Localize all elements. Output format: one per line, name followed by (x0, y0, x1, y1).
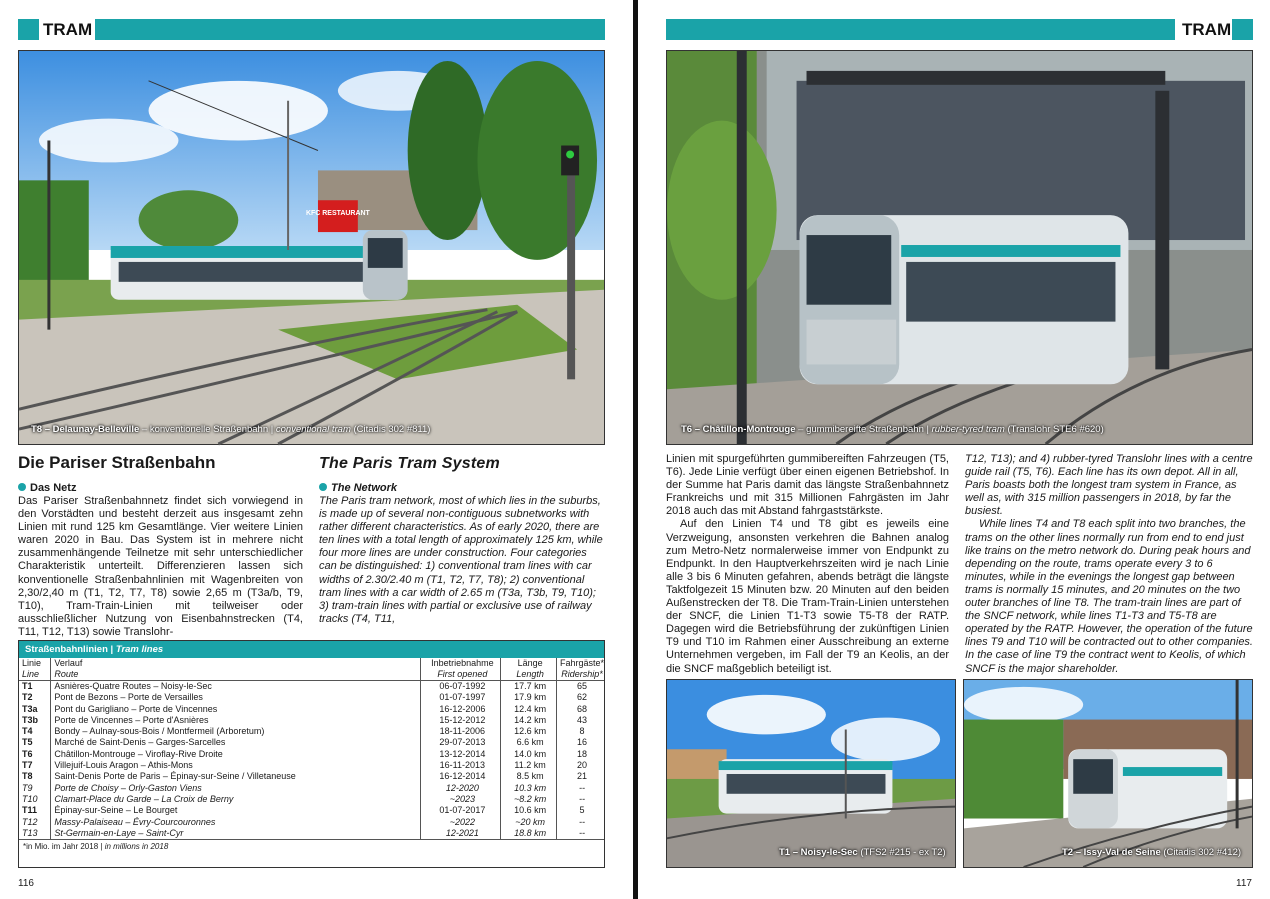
title-en: The Paris Tram System (319, 455, 500, 472)
cell-length: 10.3 km (501, 783, 557, 794)
cell-riders: 16 (556, 737, 604, 748)
cell-route: Châtillon-Montrouge – Viroflay-Rive Droite (51, 749, 421, 760)
cell-length: ~20 km (501, 817, 557, 828)
header-right-bar (666, 19, 1175, 40)
caption-t2-line: T2 – Issy-Val de Seine (1062, 847, 1161, 858)
cell-route: Asnières-Quatre Routes – Noisy-le-Sec (51, 681, 421, 693)
table-row (19, 681, 604, 693)
cell-line: T8 (22, 771, 33, 782)
cell-opened: ~2023 (421, 794, 501, 805)
cell-length: 14.0 km (501, 749, 557, 760)
bullet-icon (319, 483, 327, 491)
body-en-left (319, 495, 605, 625)
table-title: Straßenbahnlinien | Tram lines (19, 641, 604, 658)
caption-t8-detail: (Citadis 302 #811) (353, 424, 431, 435)
photo-t8-delaunay-belleville (18, 50, 605, 445)
cell-route: Massy-Palaiseau – Évry-Courcouronnes (51, 817, 421, 828)
col-header-length: Länge Length (501, 658, 557, 681)
table-row (19, 817, 604, 828)
photo-caption-t1 (779, 847, 946, 858)
cell-line: T6 (22, 748, 33, 759)
caption-t2-detail: (Citadis 302 #412) (1163, 847, 1242, 858)
photo-t6-chatillon (666, 50, 1253, 445)
cell-route: Épinay-sur-Seine – Le Bourget (51, 805, 421, 816)
cell-riders: 21 (556, 771, 604, 782)
footnote-de: *in Mio. im Jahr 2018 (23, 842, 99, 852)
header-left-bar (95, 19, 605, 40)
cell-opened: 12-2020 (421, 783, 501, 794)
header-left-square (18, 19, 39, 40)
table-row (19, 771, 604, 782)
body-de-left (18, 495, 303, 638)
cell-line: T13 (22, 827, 38, 838)
cell-length: 6.6 km (501, 737, 557, 748)
cell-length: 12.4 km (501, 704, 557, 715)
cell-opened: 01-07-2017 (421, 805, 501, 816)
cell-line: T10 (22, 793, 38, 804)
header-right-label: TRAM (1182, 20, 1232, 39)
caption-t8-line: T8 – Delaunay-Belleville (31, 424, 140, 435)
cell-opened: 16-12-2014 (421, 771, 501, 782)
body-en-right-p2: While lines T4 and T8 each split into two branches, the trams on the other lines normally run from end to end just like trains on the metro network do. During peak hours and depending on the route, trams operate every 3 to 6 minutes, while in the evenings the longest gap between trams is normally 15 minutes, and 20 minutes on the two outer branches of line T8. The tram-train lines are part of the SNCF network, while lines T1-T3 and T5-T8 are operated by the RATP. However, the operation of the future lines T9 and T10 will be contracted out to other companies. In the case of line T9 the contract went to Keolis, of which SNCF is the major shareholder. (965, 518, 1253, 675)
caption-t6-de: gummibereifte Straßenbahn (806, 424, 924, 435)
photo-caption-t6: T6 – Châtillon-Montrouge – gummibereifte Straßenbahn | rubber-tyred tram (Translohr STE6 #620) (681, 424, 1104, 435)
bullet-icon (18, 483, 26, 491)
cell-riders: -- (556, 828, 604, 839)
page-gutter (633, 0, 638, 899)
col-header-line: Linie Line (22, 658, 42, 679)
cell-length: 14.2 km (501, 715, 557, 726)
body-en-right (965, 453, 1253, 673)
cell-opened: 16-11-2013 (421, 760, 501, 771)
table-row (19, 704, 604, 715)
table-row (19, 737, 604, 748)
caption-t8-de: konventionelle Straßenbahn (149, 424, 269, 435)
cell-riders: 18 (556, 749, 604, 760)
cell-riders: 62 (556, 692, 604, 703)
table-title-en: Tram lines (115, 644, 164, 655)
col-header-opened: Inbetriebnahme First opened (421, 658, 501, 681)
cell-riders: 43 (556, 715, 604, 726)
table-row (19, 726, 604, 737)
cell-route: Pont de Bezons – Porte de Versailles (51, 692, 421, 703)
body-en-right-p1: T12, T13); and 4) rubber-tyred Translohr lines with a centre guide rail (T5, T6). Each line has its own depot. All in all, Paris boasts both the longest tram system in France, as well as, with 315 million passengers in 2018, by far the busiest. (965, 453, 1253, 518)
cell-line: T12 (22, 816, 38, 827)
cell-length: 8.5 km (501, 771, 557, 782)
cell-length: 17.7 km (501, 681, 557, 693)
cell-route: Clamart-Place du Garde – La Croix de Berny (51, 794, 421, 805)
photo-t8-illustration (19, 51, 604, 444)
photo-t2-issy (963, 679, 1253, 868)
body-de-right-p1: Linien mit spurgeführten gummibereiften Fahrzeugen (T5, T6). Jede Linie verfügt über einen eigenen Betriebshof. In der Summe hat Paris damit das längste Straßenbahnnetz Frankreichs und mit 315 Millionen Fahrgästen im Jahr 2018 auch das mit Abstand fahrgaststärkste. (666, 453, 949, 518)
cell-opened: 06-07-1992 (421, 681, 501, 693)
cell-opened: ~2022 (421, 817, 501, 828)
body-de-left-text: Das Pariser Straßenbahnnetz findet sich vorwiegend in den Vorstädten und besteht derzeit aus insgesamt zehn Linien mit rund 125 km Gesamtlänge. Vier weitere Linien waren 2020 in Bau. Das System ist in mehrere nicht zusammenhängende Teilnetze mit sehr unterschiedlicher Charakteristik unterteilt. Differenzieren lassen sich konventionelle Straßenbahnlinien mit Wagenbreiten von 2,30/2,40 m (T1, T2, T7, T8) sowie 2,65 m (T3a/b, T9, T10), Tram-Train-Linien mit teilweiser oder ausschließlicher Nutzung von Eisenbahnstrecken (T4, T11, T12, T13) sowie Translohr- (18, 495, 303, 638)
table-header-row (19, 658, 604, 681)
cell-riders: 8 (556, 726, 604, 737)
tram-lines-table (18, 640, 605, 868)
table-row (19, 749, 604, 760)
cell-route: St-Germain-en-Laye – Saint-Cyr (51, 828, 421, 839)
cell-opened: 29-07-2013 (421, 737, 501, 748)
table-title-de: Straßenbahnlinien (25, 644, 108, 655)
photo-t6-illustration (667, 51, 1252, 444)
caption-t6-line: T6 – Châtillon-Montrouge (681, 424, 796, 435)
cell-route: Villejuif-Louis Aragon – Athis-Mons (51, 760, 421, 771)
cell-opened: 15-12-2012 (421, 715, 501, 726)
table-row (19, 715, 604, 726)
cell-route: Porte de Choisy – Orly-Gaston Viens (51, 783, 421, 794)
cell-riders: -- (556, 794, 604, 805)
caption-t6-en: rubber-tyred tram (931, 424, 1005, 435)
cell-line: T11 (22, 805, 38, 816)
cell-opened: 16-12-2006 (421, 704, 501, 715)
header-left-label: TRAM (43, 20, 93, 39)
cell-length: 10.6 km (501, 805, 557, 816)
cell-riders: -- (556, 783, 604, 794)
cell-riders: 5 (556, 805, 604, 816)
body-en-left-text: The Paris tram network, most of which lies in the suburbs, is made up of several non-contiguous subnetworks with rather different characteristics. As of early 2020, there are ten lines with a total length of approximately 125 km, while four more lines are under construction. Four categories can be distinguished: 1) conventional tram lines with car widths of 2.30/2.40 m (T1, T2, T7, T8); 2) conventional tram lines with a car width of 2.65 m (T3a, T3b, T9, T10); 3) tram-train lines with partial or exclusive use of railway tracks (T4, T11, (319, 495, 603, 625)
cell-route: Bondy – Aulnay-sous-Bois / Montfermeil (Arboretum) (51, 726, 421, 737)
table-row (19, 760, 604, 771)
cell-opened: 13-12-2014 (421, 749, 501, 760)
subtitle-en (319, 482, 397, 494)
header-right-square (1232, 19, 1253, 40)
cell-line: T5 (22, 737, 33, 748)
caption-t1-detail: (TFS2 #215 - ex T2) (860, 847, 946, 858)
subtitle-de (18, 482, 76, 494)
col-header-riders: Fahrgäste* Ridership* (556, 658, 604, 681)
cell-length: ~8.2 km (501, 794, 557, 805)
cell-line: T9 (22, 782, 33, 793)
table-row (19, 828, 604, 839)
cell-riders: 20 (556, 760, 604, 771)
photo-t1-illustration (667, 680, 955, 867)
body-de-right-p2: Auf den Linien T4 und T8 gibt es jeweils eine Verzweigung, ansonsten verkehren die Bahnen analog zum Metro-Netz normalerweise immer von Endpunkt zu Endpunkt. In den Hauptverkehrszeiten wird je nach Linie alle 3 bis 6 Minuten gefahren, abends beträgt die längste Taktfolgezeit 15 Minuten bzw. 20 Minuten auf den beiden Außenstrecken der T8. Die Tram-Train-Linien unterstehen der SNCF, die Linien T1-T3 sowie T5-T8 der RATP. Dagegen wird die Betriebsführung der zukünftigen Linien T9 und T10 im Rahmen einer Ausschreibung an externe Unternehmen vergeben, im Fall der T9 an Keolis, an der die SNCF maßgeblich beteiligt ist. (666, 518, 949, 675)
cell-route: Marché de Saint-Denis – Garges-Sarcelles (51, 737, 421, 748)
cell-length: 18.8 km (501, 828, 557, 839)
cell-line: T2 (22, 692, 33, 703)
cell-route: Pont du Garigliano – Porte de Vincennes (51, 704, 421, 715)
cell-length: 12.6 km (501, 726, 557, 737)
table-row (19, 794, 604, 805)
page-number-right: 117 (1236, 878, 1252, 889)
cell-riders: 65 (556, 681, 604, 693)
table-body (19, 681, 604, 840)
page-number-left: 116 (18, 878, 34, 889)
cell-opened: 12-2021 (421, 828, 501, 839)
table-grid (19, 658, 604, 839)
table-row (19, 692, 604, 703)
cell-riders: 68 (556, 704, 604, 715)
table-row (19, 783, 604, 794)
cell-route: Porte de Vincennes – Porte d'Asnières (51, 715, 421, 726)
photo-t2-illustration (964, 680, 1252, 867)
subtitle-de-text: Das Netz (30, 482, 77, 494)
cell-line: T7 (22, 760, 33, 771)
caption-t8-en: conventional tram (275, 424, 351, 435)
col-header-route: Verlauf Route (51, 658, 421, 681)
table-row (19, 805, 604, 816)
cell-line: T1 (22, 681, 33, 691)
cell-line: T3a (22, 703, 38, 714)
cell-route: Saint-Denis Porte de Paris – Épinay-sur-Seine / Villetaneuse (51, 771, 421, 782)
photo-caption-t2 (1062, 847, 1241, 858)
cell-line: T3b (22, 714, 39, 725)
caption-t1-line: T1 – Noisy-le-Sec (779, 847, 858, 858)
title-de: Die Pariser Straßenbahn (18, 453, 216, 472)
footnote-en: in millions in 2018 (104, 842, 169, 852)
cell-opened: 18-11-2006 (421, 726, 501, 737)
body-de-right (666, 453, 949, 673)
caption-t6-detail: (Translohr STE6 #620) (1007, 424, 1104, 435)
cell-length: 17.9 km (501, 692, 557, 703)
cell-line: T4 (22, 726, 33, 737)
table-footnote: *in Mio. im Jahr 2018 | in millions in 2018 (19, 839, 604, 853)
photo-caption-t8: T8 – Delaunay-Belleville – konventionelle Straßenbahn | conventional tram (Citadis 302 #811) (31, 424, 431, 435)
photo-t1-noisy (666, 679, 956, 868)
cell-opened: 01-07-1997 (421, 692, 501, 703)
cell-riders: -- (556, 817, 604, 828)
kfc-sign-text: KFC RESTAURANT (306, 210, 370, 218)
subtitle-en-text: The Network (331, 482, 398, 494)
cell-length: 11.2 km (501, 760, 557, 771)
